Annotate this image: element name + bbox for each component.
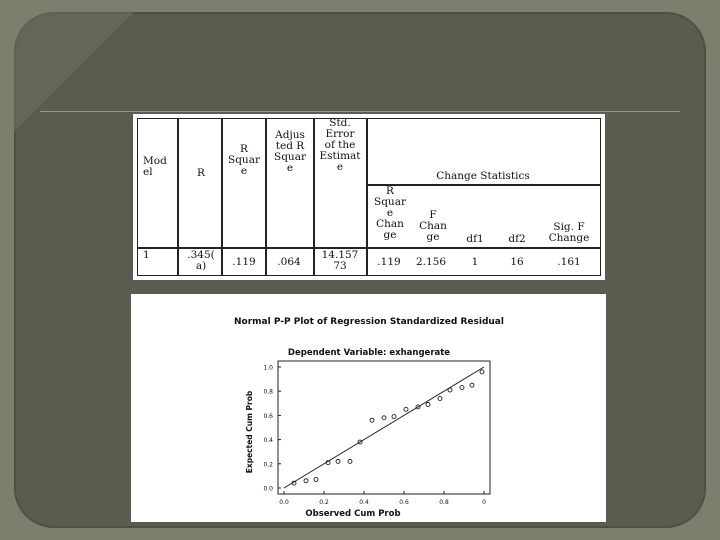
data-point (370, 418, 374, 422)
x-tick-label: 0.6 (399, 499, 409, 506)
cell-f-change: 2.156 (415, 256, 447, 268)
data-point (480, 370, 484, 374)
x-tick-label: 0.0 (279, 499, 289, 506)
y-tick-label: 0.6 (263, 412, 273, 420)
x-tick-label: 0 (482, 499, 486, 506)
cell-std-error: 14.157 73 (321, 249, 359, 272)
header-adjusted-r-square: Adjus ted R Squar e (274, 129, 306, 174)
data-point (336, 459, 340, 463)
cell-model: 1 (143, 249, 150, 261)
col-divider (221, 118, 223, 276)
header-r: R (197, 167, 205, 179)
x-axis-label: Observed Cum Prob (305, 509, 401, 519)
y-tick-label: 0.2 (263, 461, 273, 469)
model-summary-table (133, 114, 605, 280)
data-points (292, 370, 484, 485)
header-sig-f-change: Sig. F Change (548, 221, 590, 244)
x-tick-label: 0.2 (319, 499, 329, 506)
cell-r-square: .119 (232, 256, 256, 268)
y-tick-label: 0.8 (263, 388, 273, 396)
pp-plot-panel (131, 294, 606, 522)
data-point (382, 416, 386, 420)
chart-title: Normal P-P Plot of Regression Standardized Residual (234, 317, 504, 327)
data-point (448, 388, 452, 392)
header-std-error: Std. Error of the Estimat e (319, 117, 361, 173)
title-rule (40, 111, 680, 112)
header-model: Mod el (143, 155, 167, 178)
y-tick-label: 1.0 (263, 364, 273, 372)
data-point (426, 403, 430, 407)
cell-df1: 1 (471, 256, 479, 268)
header-change-statistics: Change Statistics (436, 170, 530, 182)
y-axis-label: Expected Cum Prob (245, 390, 254, 474)
data-point (314, 478, 318, 482)
cell-sig-f-change: .161 (557, 256, 581, 268)
header-f-change: F Chan ge (419, 209, 447, 243)
data-point (470, 383, 474, 387)
pp-plot-chart (131, 294, 606, 522)
x-axis-ticks (279, 491, 486, 506)
chart-subtitle: Dependent Variable: exhangerate (287, 348, 451, 358)
y-tick-label: 0.0 (263, 485, 273, 493)
col-divider (177, 118, 179, 276)
data-point (304, 479, 308, 483)
y-tick-label: 0.4 (263, 437, 273, 445)
x-tick-label: 0.8 (439, 499, 449, 506)
data-point (404, 407, 408, 411)
cell-df2: 16 (510, 256, 524, 268)
header-df1: df1 (466, 233, 484, 245)
reference-line (284, 367, 484, 488)
data-point (438, 396, 442, 400)
cell-r: .345( a) (187, 249, 215, 272)
data-point (348, 459, 352, 463)
cell-adjusted-r-square: .064 (277, 256, 301, 268)
cell-r-square-change: .119 (377, 256, 401, 268)
x-tick-label: 0.4 (359, 499, 369, 506)
header-r-square: R Squar e (228, 143, 260, 177)
header-df2: df2 (508, 233, 526, 245)
data-point (460, 386, 464, 390)
data-point (392, 415, 396, 419)
header-r-square-change: R Squar e Chan ge (374, 185, 406, 241)
